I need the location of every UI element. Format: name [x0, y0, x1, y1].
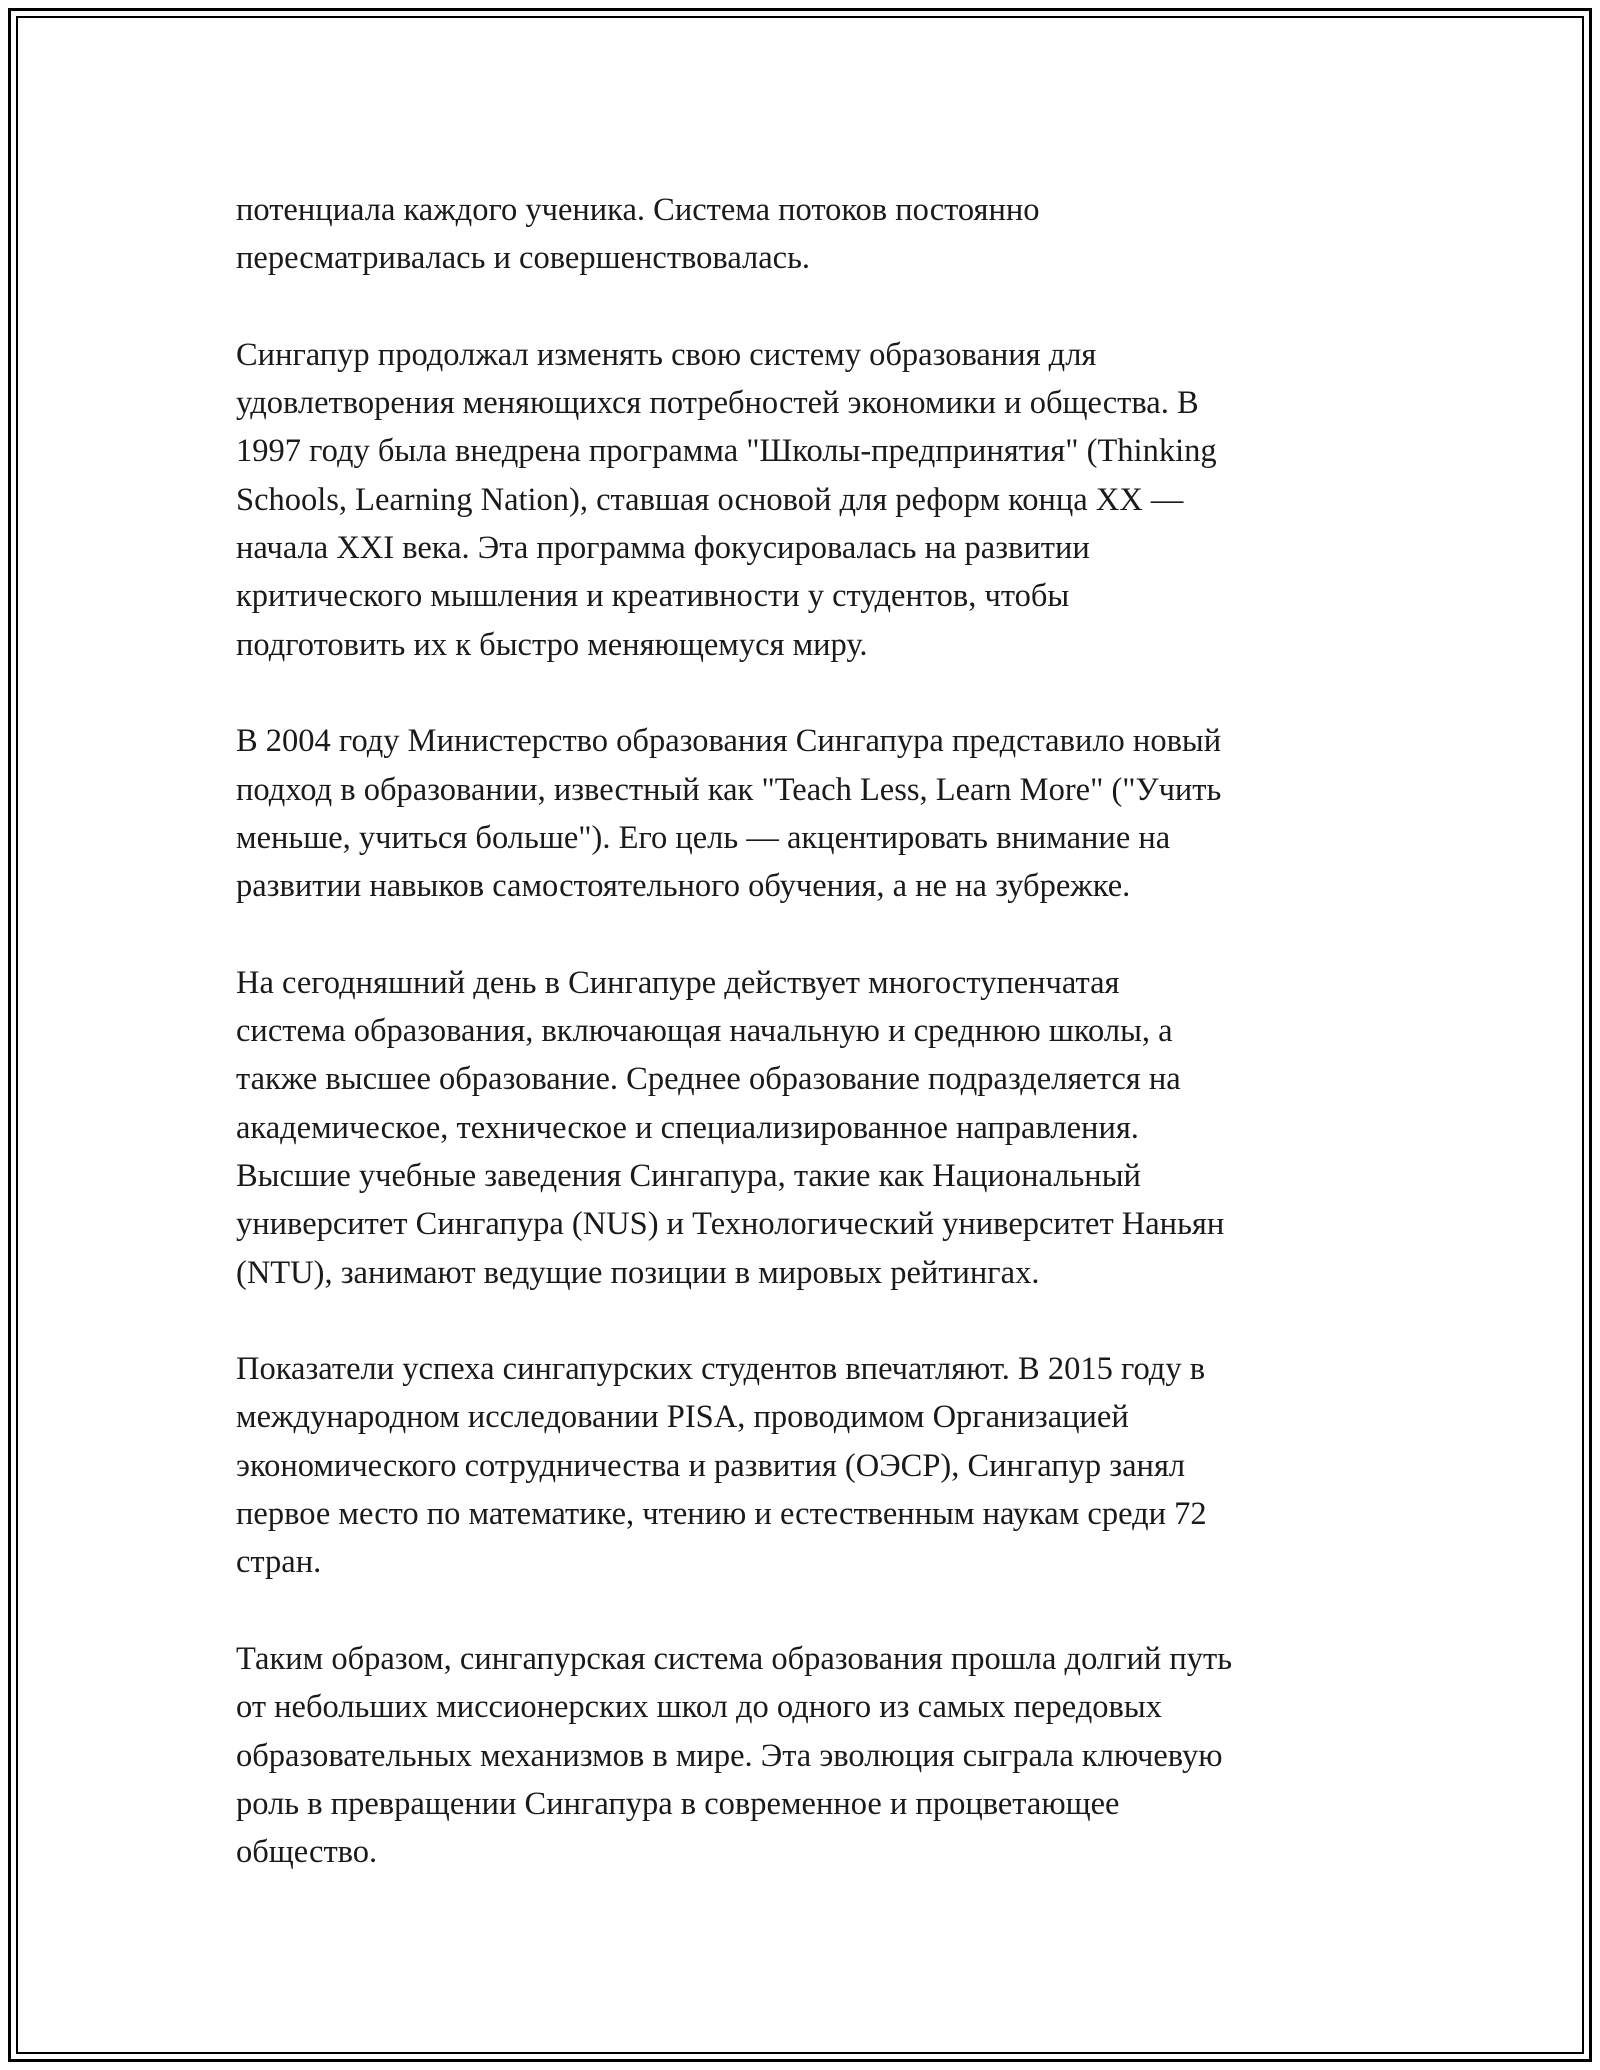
paragraph: Показатели успеха сингапурских студентов впечатляют. В 2015 году в международном исследовании PISA, проводимом Организацией экономического сотрудничества и развития (ОЭСР), Сингапур занял первое место по математике, чтению и естественным наукам среди 72 стран.: [236, 1351, 1207, 1581]
paragraph: Таким образом, сингапурская система образования прошла долгий путь от небольших миссионерских школ до одного из самых передовых образовательных механизмов в мире. Эта эволюция сыграла ключевую роль в превращении Сингапура в современное и процветающее общество.: [236, 1640, 1233, 1871]
document-body: [236, 186, 1376, 1876]
paragraph: На сегодняшний день в Сингапуре действует многоступенчатая система образования, включающая начальную и среднюю школы, а также высшее образование. Среднее образование подразделяется на академическое, техническое и специализированное направления. Высшие учебные заведения Сингапура, такие как Национальный университет Сингапура (NUS) и Технологический университет Наньян (NTU), занимают ведущие позиции в мировых рейтингах.: [236, 964, 1225, 1291]
paragraph: Сингапур продолжал изменять свою систему образования для удовлетворения меняющихся потребностей экономики и общества. В 1997 году была внедрена программа "Школы-предпринятия" (Thinking Schools, Learning Nation), ставшая основой для реформ конца XX — начала XXI века. Эта программа фокусировалась на развитии критического мышления и креативности у студентов, чтобы подготовить их к быстро меняющемуся миру.: [236, 336, 1217, 663]
paragraph: В 2004 году Министерство образования Сингапура представило новый подход в образовании, известный как "Teach Less, Learn More" ("Учить меньше, учиться больше"). Его цель — акцентировать внимание на развитии навыков самостоятельного обучения, а не на зубрежке.: [236, 723, 1222, 905]
paragraph: потенциала каждого ученика. Система потоков постоянно пересматривалась и совершенствовалась.: [236, 192, 1040, 277]
